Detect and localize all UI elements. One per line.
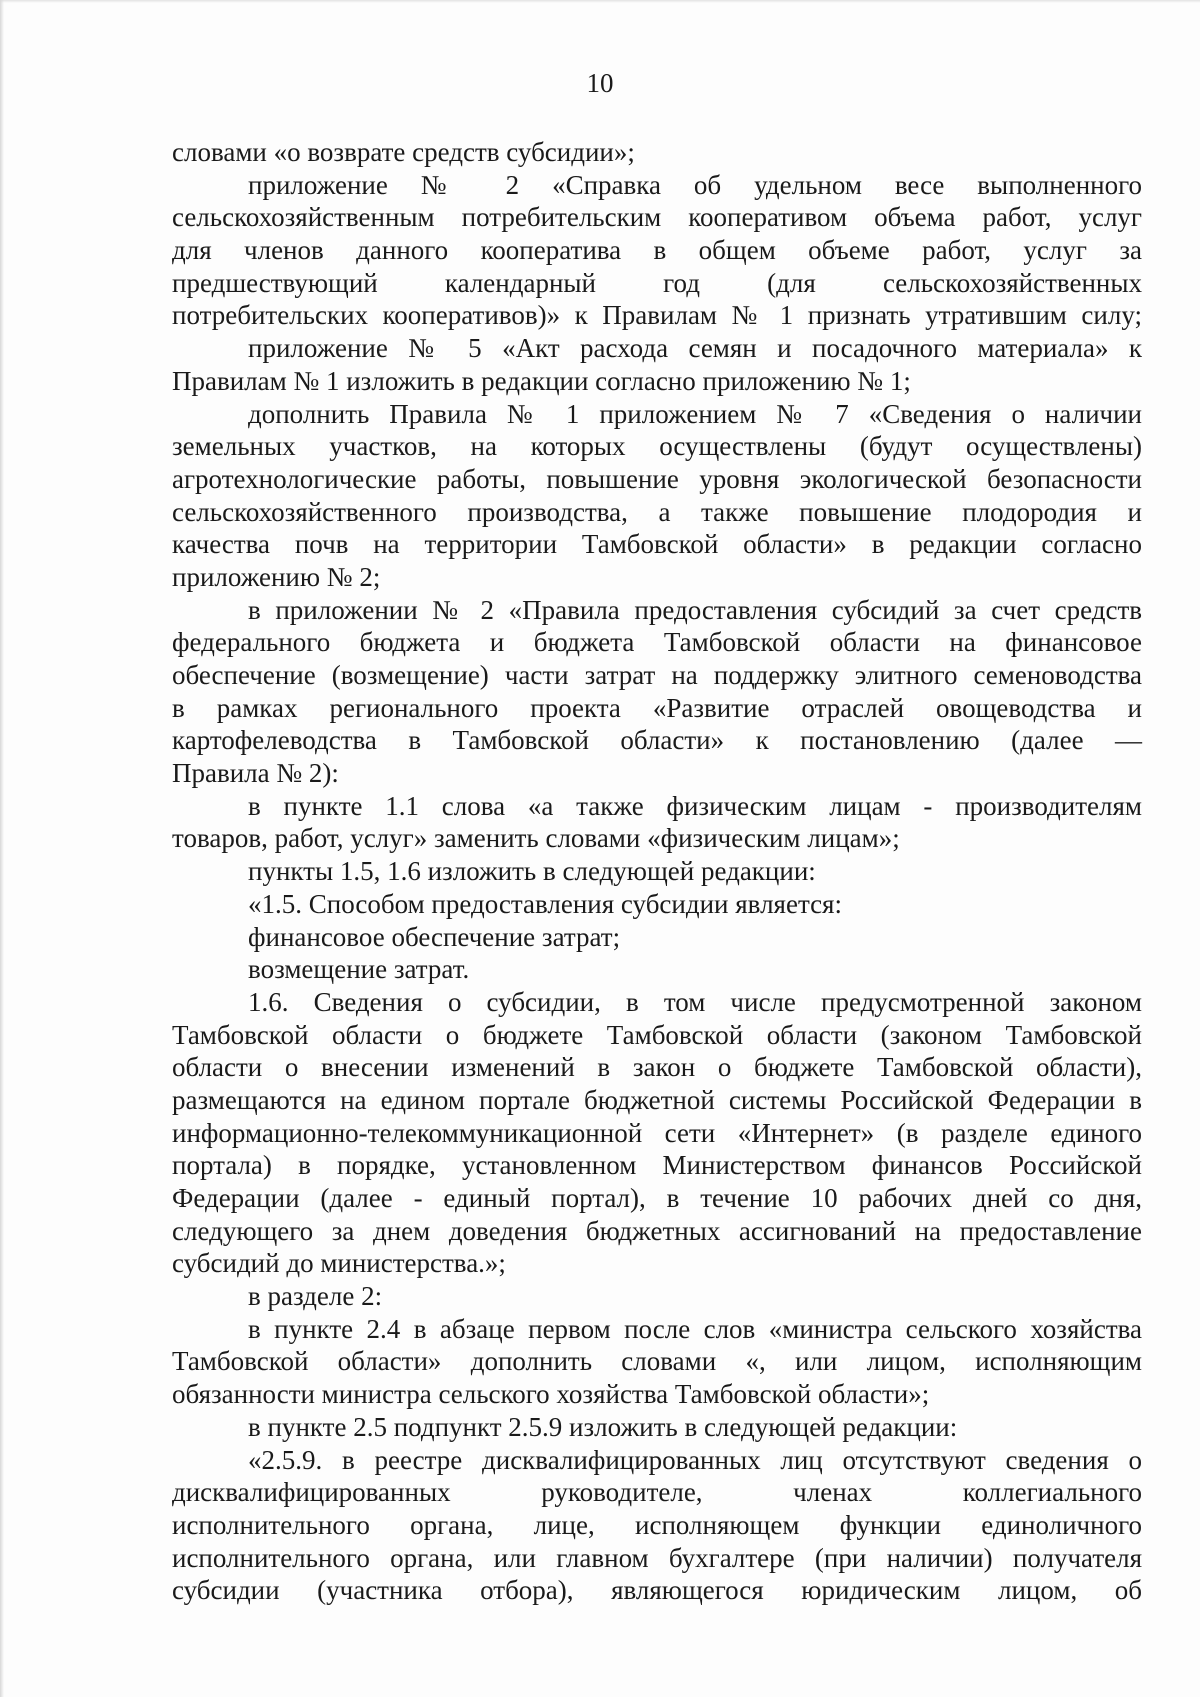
text-line: информационно-телекоммуникационной сети «Интернет» (в разделе единого	[172, 1117, 1142, 1148]
text-line: возмещение затрат.	[248, 954, 470, 985]
text-line: потребительских кооперативов)» к Правилам № 1 признать утратившим силу;	[172, 300, 1142, 331]
text-line: федерального бюджета и бюджета Тамбовской области на финансовое	[172, 627, 1142, 658]
text-line: Тамбовской области» дополнить словами «, или лицом, исполняющим	[172, 1346, 1142, 1377]
text-line: предшествующий календарный год (для сельскохозяйственных	[172, 267, 1142, 298]
text-line: дисквалифицированных руководителе, членах коллегиального	[172, 1477, 1142, 1508]
text-line: «1.5. Способом предоставления субсидии является:	[248, 888, 842, 919]
text-line: земельных участков, на которых осуществлены (будут осуществлены)	[172, 431, 1142, 462]
text-line: обязанности министра сельского хозяйства Тамбовской области»;	[172, 1379, 930, 1410]
text-line: в рамках регионального проекта «Развитие отраслей овощеводства и	[172, 692, 1142, 723]
page-number: 10	[586, 68, 614, 98]
scan-edge-top	[0, 0, 1200, 3]
text-line: исполнительного органа, лице, исполняющем функции единоличного	[172, 1509, 1142, 1540]
text-line: размещаются на едином портале бюджетной системы Российской Федерации в	[172, 1084, 1142, 1115]
text-line: «2.5.9. в реестре дисквалифицированных лиц отсутствуют сведения о	[248, 1444, 1142, 1475]
text-line: Правила № 2):	[172, 758, 339, 789]
scan-edge-left	[0, 0, 4, 1697]
text-line: товаров, работ, услуг» заменить словами «физическим лицам»;	[172, 823, 900, 854]
text-line: следующего за днем доведения бюджетных ассигнований на предоставление	[172, 1215, 1142, 1246]
text-line: для членов данного кооператива в общем объеме работ, услуг за	[172, 235, 1142, 266]
text-line: Тамбовской области о бюджете Тамбовской области (законом Тамбовской	[172, 1019, 1142, 1050]
document-body	[172, 136, 1142, 1607]
text-line: области о внесении изменений в закон о бюджете Тамбовской области),	[172, 1052, 1142, 1083]
text-line: агротехнологические работы, повышение уровня экологической безопасности	[172, 463, 1142, 494]
text-line: приложению № 2;	[172, 561, 381, 592]
text-line: приложение № 2 «Справка об удельном весе выполненного	[248, 169, 1142, 200]
text-line: исполнительного органа, или главном бухгалтере (при наличии) получателя	[172, 1542, 1142, 1573]
text-line: приложение № 5 «Акт расхода семян и посадочного материала» к	[248, 333, 1142, 364]
text-line: в пункте 1.1 слова «а также физическим лицам - производителям	[248, 790, 1142, 821]
text-line: в пункте 2.4 в абзаце первом после слов «министра сельского хозяйства	[248, 1313, 1142, 1344]
text-line: пункты 1.5, 1.6 изложить в следующей редакции:	[248, 856, 816, 887]
text-line: Федерации (далее - единый портал), в течение 10 рабочих дней со дня,	[172, 1183, 1142, 1213]
text-line: 1.6. Сведения о субсидии, в том числе предусмотренной законом	[248, 986, 1142, 1017]
text-line: портала) в порядке, установленном Министерством финансов Российской	[172, 1150, 1142, 1181]
text-line: в разделе 2:	[248, 1281, 383, 1312]
text-line: финансовое обеспечение затрат;	[248, 921, 621, 952]
text-line: словами «о возврате средств субсидии»;	[172, 137, 635, 167]
text-line: картофелеводства в Тамбовской области» к постановлению (далее —	[172, 725, 1142, 756]
text-line: субсидий до министерства.»;	[172, 1248, 506, 1279]
text-line: субсидии (участника отбора), являющегося юридическим лицом, об	[172, 1575, 1142, 1606]
text-line: качества почв на территории Тамбовской области» в редакции согласно	[172, 529, 1142, 560]
text-line: обеспечение (возмещение) части затрат на поддержку элитного семеноводства	[172, 660, 1142, 690]
text-line: сельскохозяйственным потребительским кооперативом объема работ, услуг	[172, 202, 1142, 233]
text-line: сельскохозяйственного производства, а также повышение плодородия и	[172, 496, 1142, 527]
text-line: дополнить Правила № 1 приложением № 7 «Сведения о наличии	[248, 398, 1142, 429]
text-line: Правилам № 1 изложить в редакции согласно приложению № 1;	[172, 365, 911, 396]
text-line: в пункте 2.5 подпункт 2.5.9 изложить в следующей редакции:	[248, 1411, 958, 1442]
text-line: в приложении № 2 «Правила предоставления субсидий за счет средств	[248, 594, 1142, 625]
